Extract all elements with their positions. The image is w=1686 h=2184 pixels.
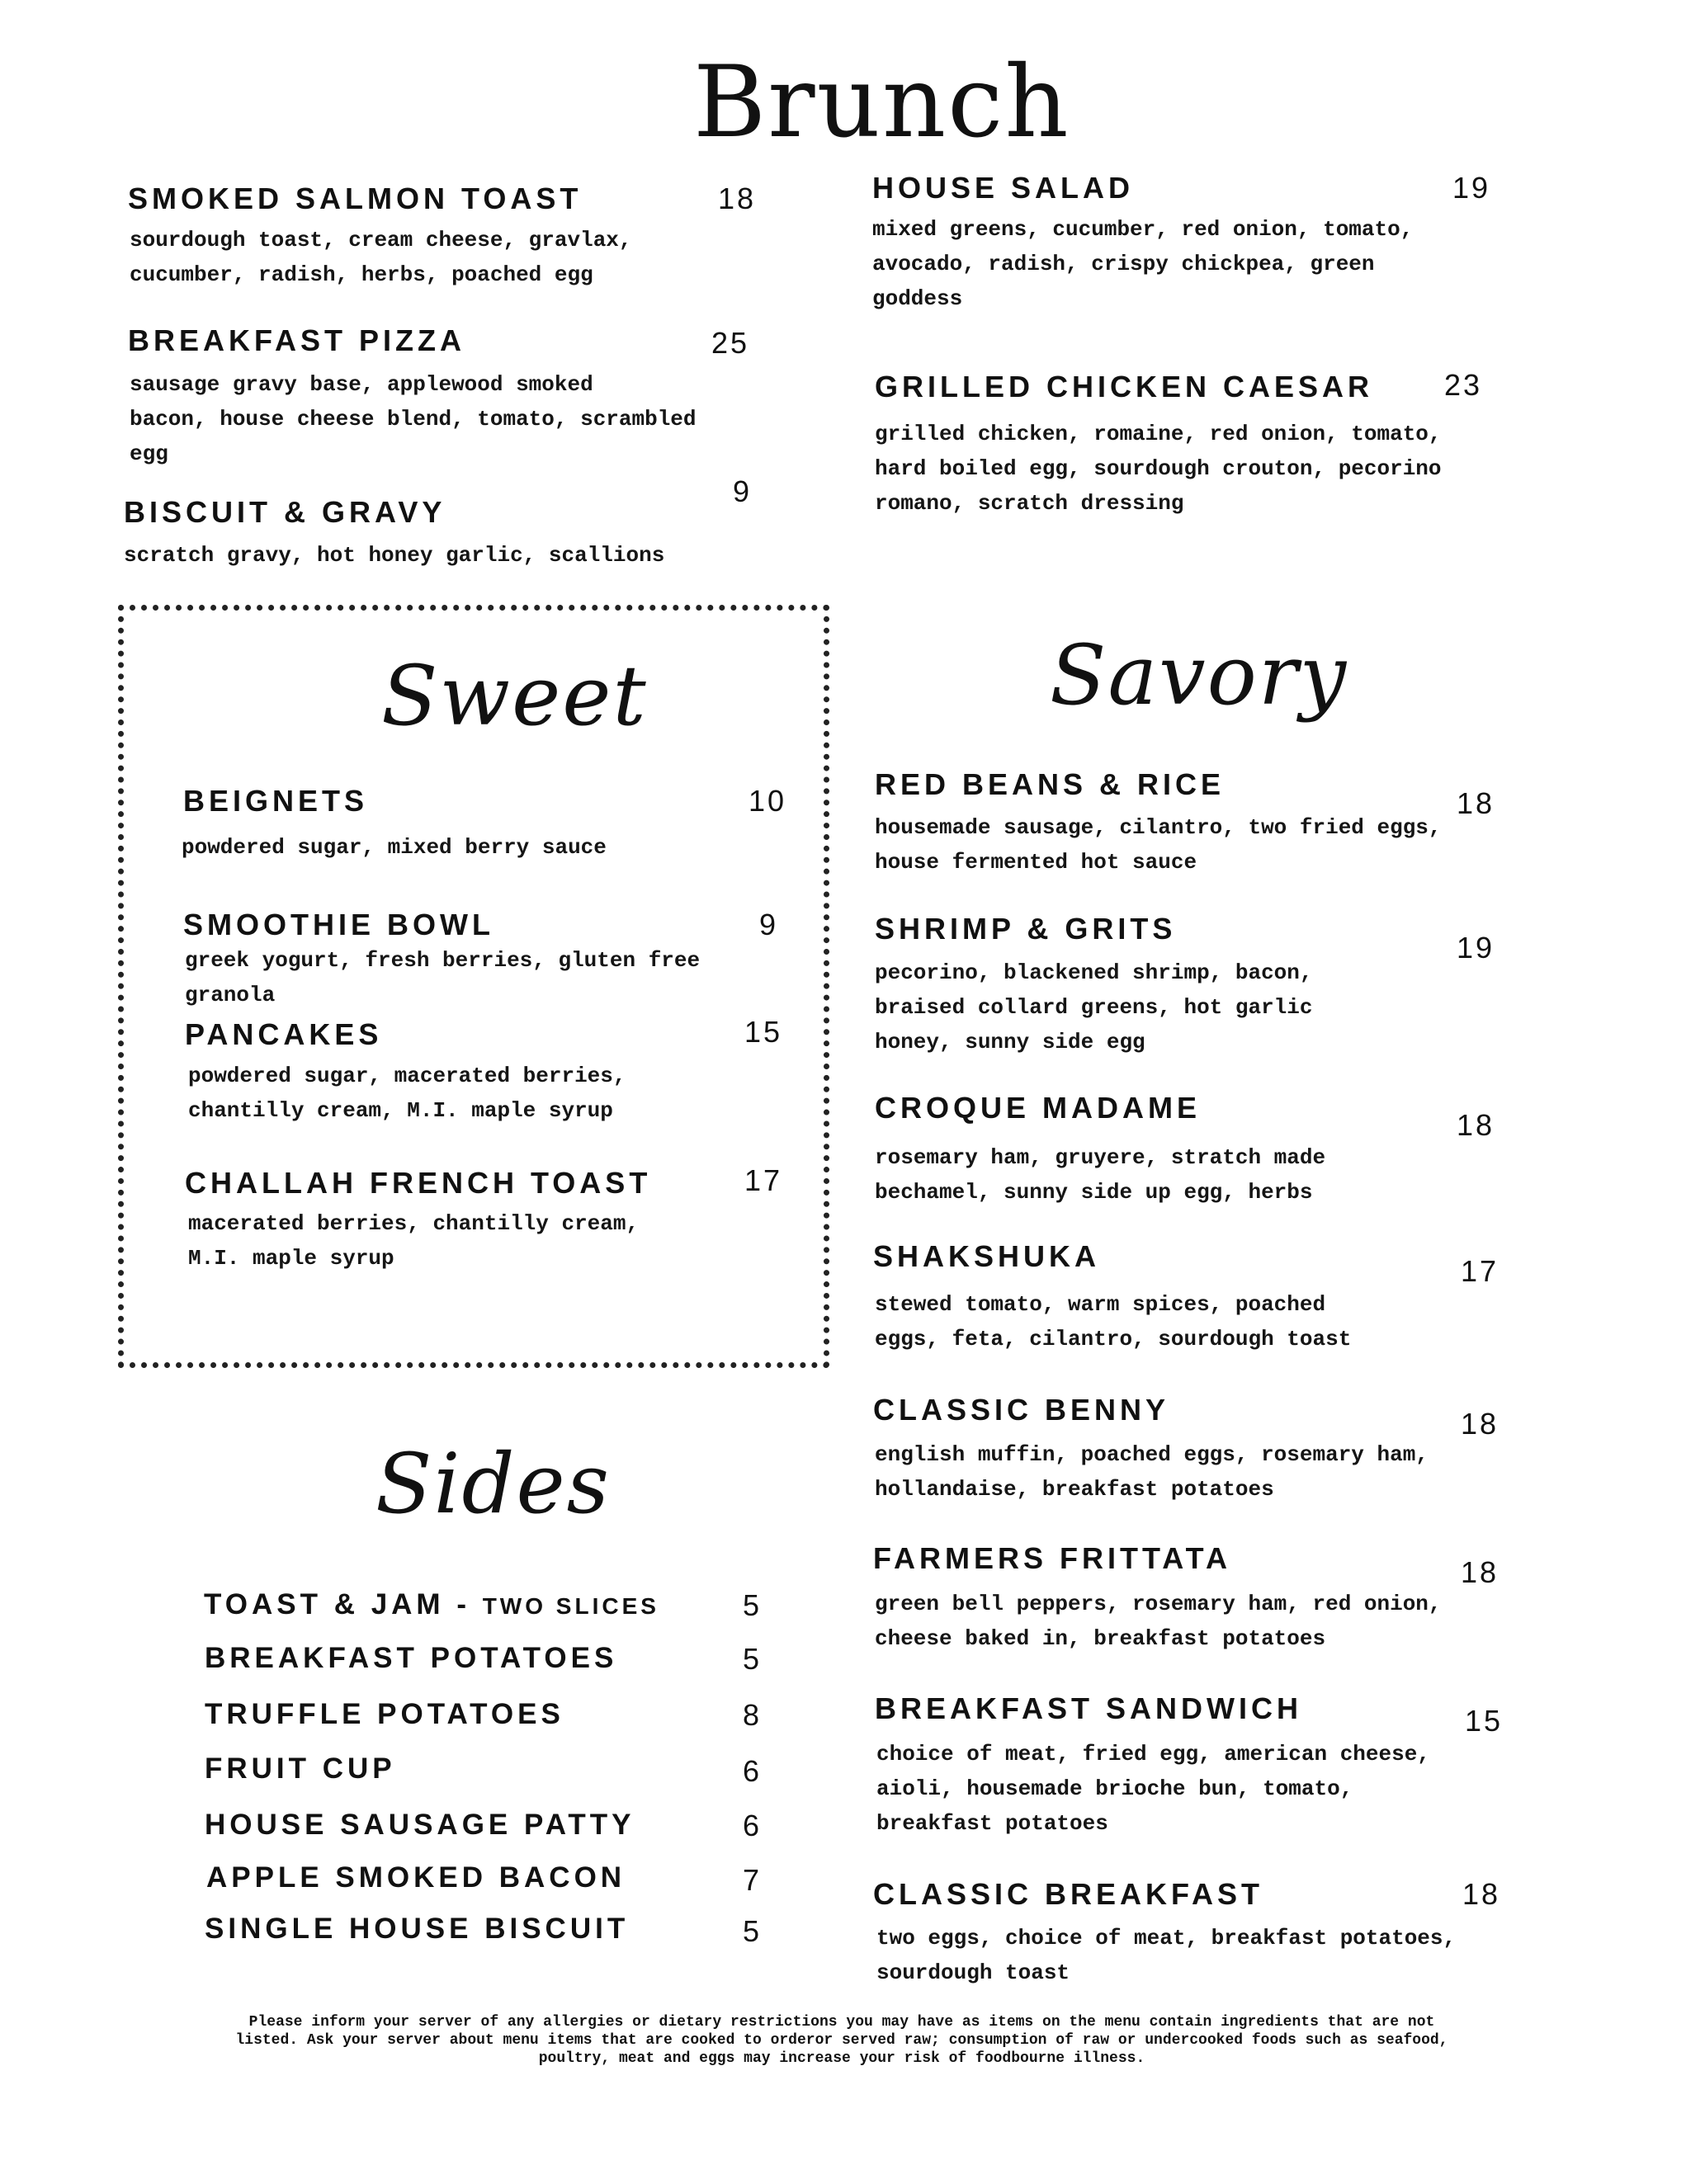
item-name: BREAKFAST SANDWICH (875, 1691, 1302, 1725)
side-item-price: 6 (743, 1754, 763, 1788)
item-price: 10 (749, 784, 787, 818)
item-description: powdered sugar, macerated berries, chantilly cream, M.I. maple syrup (188, 1064, 626, 1123)
item-description: pecorino, blackened shrimp, bacon, braised collard greens, hot garlic honey, sunny side egg (875, 960, 1313, 1054)
item-name: BEIGNETS (183, 784, 369, 818)
item-price: 9 (733, 474, 753, 508)
item-price: 17 (1461, 1254, 1499, 1288)
item-description: choice of meat, fried egg, american cheese, aioli, housemade brioche bun, tomato, breakfast potatoes (876, 1742, 1430, 1836)
item-name: SMOKED SALMON TOAST (128, 182, 583, 215)
item-price: 19 (1457, 931, 1495, 965)
item-price: 25 (711, 326, 750, 360)
item-name: SHRIMP & GRITS (875, 912, 1177, 946)
item-description: scratch gravy, hot honey garlic, scallions (124, 543, 665, 568)
item-name: SMOOTHIE BOWL (183, 908, 494, 941)
item-name: RED BEANS & RICE (875, 767, 1226, 801)
side-item-name: APPLE SMOKED BACON (206, 1861, 626, 1894)
item-price: 15 (744, 1015, 783, 1049)
item-price: 18 (1457, 1108, 1495, 1142)
side-item-note: TWO SLICES (482, 1593, 659, 1619)
item-name: FARMERS FRITTATA (873, 1541, 1231, 1575)
item-description: green bell peppers, rosemary ham, red onion, cheese baked in, breakfast potatoes (875, 1592, 1442, 1651)
item-price: 17 (744, 1163, 783, 1197)
item-price: 18 (718, 182, 757, 215)
savory-section-title: Savory (1050, 627, 1348, 724)
item-description: english muffin, poached eggs, rosemary ham, hollandaise, breakfast potatoes (875, 1442, 1429, 1502)
item-name: BISCUIT & GRAVY (124, 495, 446, 529)
side-item-price: 8 (743, 1698, 763, 1732)
side-item-price: 6 (743, 1809, 763, 1842)
menu-title: Brunch (693, 45, 1070, 160)
item-name: CHALLAH FRENCH TOAST (185, 1166, 652, 1200)
item-name: BREAKFAST PIZZA (128, 323, 466, 357)
side-item-name: HOUSE SAUSAGE PATTY (205, 1809, 635, 1841)
side-item-price: 5 (743, 1642, 763, 1676)
side-item-name (204, 1588, 659, 1621)
item-price: 18 (1462, 1877, 1501, 1911)
item-name: CLASSIC BENNY (873, 1393, 1170, 1427)
side-item-price: 7 (743, 1863, 763, 1897)
item-name: CROQUE MADAME (875, 1091, 1201, 1125)
item-description: sourdough toast, cream cheese, gravlax, cucumber, radish, herbs, poached egg (130, 228, 632, 287)
item-name: CLASSIC BREAKFAST (873, 1877, 1264, 1911)
side-item-name: BREAKFAST POTATOES (205, 1642, 618, 1674)
item-price: 23 (1444, 368, 1483, 402)
item-description: two eggs, choice of meat, breakfast potatoes, sourdough toast (876, 1926, 1457, 1985)
item-price: 19 (1452, 171, 1491, 205)
item-name: HOUSE SALAD (872, 171, 1135, 205)
item-price: 18 (1457, 786, 1495, 820)
item-description: grilled chicken, romaine, red onion, tomato, hard boiled egg, sourdough crouton, pecorino romano, scratch dressing (875, 422, 1442, 516)
item-name: PANCAKES (185, 1017, 383, 1051)
item-description: housemade sausage, cilantro, two fried eggs, house fermented hot sauce (875, 815, 1442, 875)
side-item-name: SINGLE HOUSE BISCUIT (205, 1913, 630, 1945)
item-price: 18 (1461, 1555, 1499, 1589)
side-item-name-text: TOAST & JAM - (204, 1588, 483, 1620)
item-description: greek yogurt, fresh berries, gluten free granola (185, 948, 701, 1007)
item-description: macerated berries, chantilly cream, M.I. maple syrup (188, 1211, 640, 1271)
item-price: 15 (1465, 1704, 1504, 1738)
side-item-price: 5 (743, 1588, 763, 1622)
item-name: GRILLED CHICKEN CAESAR (875, 370, 1374, 403)
side-item-name: FRUIT CUP (205, 1752, 396, 1785)
allergy-disclaimer: Please inform your server of any allergies or dietary restrictions you may have as items on the menu contain ingredients that are not listed. Ask your server about menu items that are cooked to orderor served raw; consumption of raw or undercooked foods such as seafood, poultry, meat and eggs may increase your risk of foodbourne illness. (235, 2014, 1448, 2067)
item-description: rosemary ham, gruyere, stratch made bechamel, sunny side up egg, herbs (875, 1145, 1326, 1205)
item-description: stewed tomato, warm spices, poached eggs, feta, cilantro, sourdough toast (875, 1292, 1352, 1351)
side-item-name: TRUFFLE POTATOES (205, 1698, 564, 1730)
item-price: 9 (759, 908, 779, 941)
item-description: sausage gravy base, applewood smoked bacon, house cheese blend, tomato, scrambled egg (130, 372, 697, 466)
item-name: SHAKSHUKA (873, 1239, 1101, 1273)
item-description: powdered sugar, mixed berry sauce (182, 835, 607, 860)
sweet-section-title: Sweet (381, 648, 648, 744)
sides-section-title: Sides (375, 1436, 611, 1532)
side-item-price: 5 (743, 1914, 763, 1948)
item-description: mixed greens, cucumber, red onion, tomato, avocado, radish, crispy chickpea, green goddess (872, 217, 1414, 311)
item-price: 18 (1461, 1407, 1499, 1441)
